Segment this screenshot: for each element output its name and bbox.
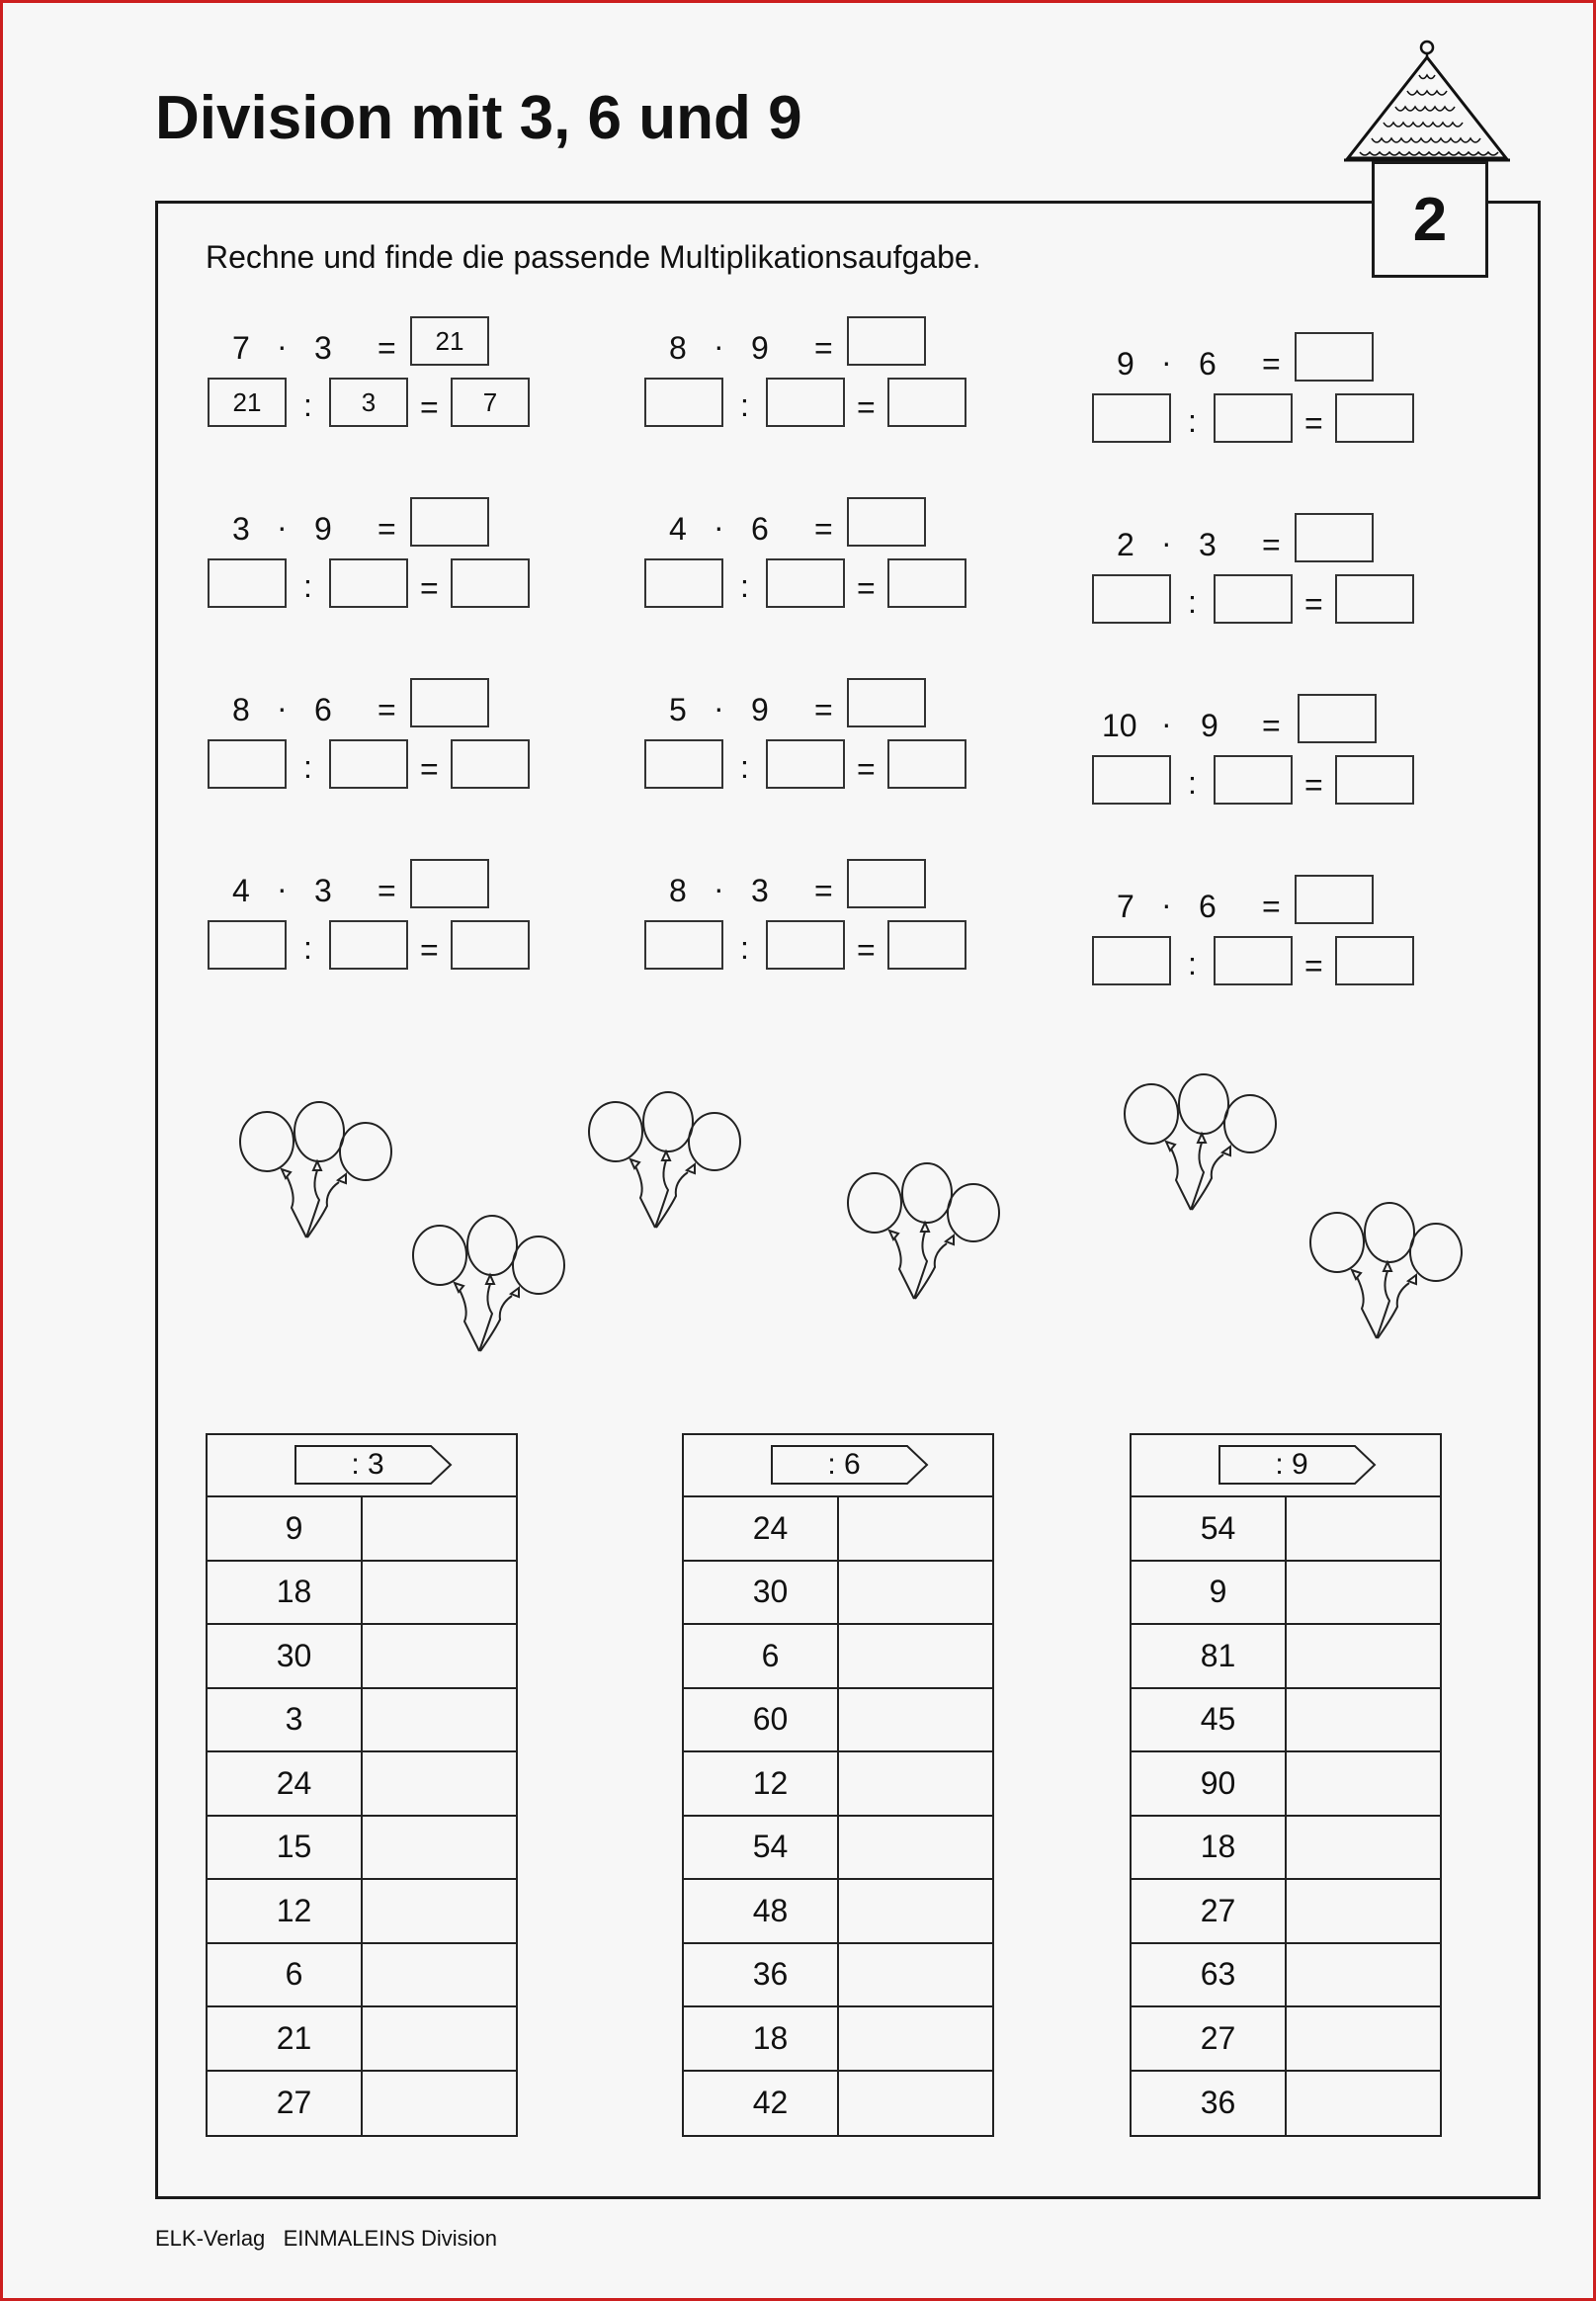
factor-b: 9 — [1201, 708, 1218, 743]
divide-sign: : — [303, 568, 312, 604]
answer-cell[interactable] — [363, 1689, 516, 1751]
times-sign: · — [1161, 706, 1172, 741]
answer-cell[interactable] — [1287, 1562, 1440, 1624]
answer-cell[interactable] — [363, 1944, 516, 2006]
operator-label: : 3 — [351, 1448, 384, 1481]
table-row — [208, 1562, 516, 1626]
factor-a: 5 — [669, 692, 687, 727]
divisor-box[interactable] — [766, 378, 845, 427]
table-row — [684, 1562, 992, 1626]
factor-b: 6 — [1199, 889, 1217, 924]
factor-a: 7 — [232, 330, 250, 366]
divisor-box[interactable] — [766, 920, 845, 970]
table-row — [684, 1817, 992, 1881]
table-row — [684, 1880, 992, 1944]
dividend-cell: 54 — [1132, 1497, 1287, 1560]
dividend-cell: 30 — [208, 1625, 363, 1687]
table-row — [208, 2007, 516, 2072]
product-box[interactable] — [1295, 513, 1374, 562]
dividend-cell: 81 — [1132, 1625, 1287, 1687]
table-row — [1132, 1817, 1440, 1881]
factor-b: 9 — [751, 692, 769, 727]
dividend-cell: 15 — [208, 1817, 363, 1879]
multiplication-task — [1092, 332, 1428, 451]
dividend-box[interactable] — [208, 558, 287, 608]
divisor-box[interactable] — [1214, 574, 1293, 624]
dividend-box[interactable] — [1092, 393, 1171, 443]
equals-sign: = — [1304, 948, 1323, 983]
dividend-cell: 9 — [208, 1497, 363, 1560]
answer-cell[interactable] — [363, 2007, 516, 2070]
answer-cell[interactable] — [1287, 1880, 1440, 1942]
equals-sign: = — [814, 330, 833, 366]
answer-cell[interactable] — [839, 1817, 992, 1879]
equals-sign: = — [1304, 767, 1323, 803]
dividend-cell: 30 — [684, 1562, 839, 1624]
answer-cell[interactable] — [363, 1752, 516, 1815]
answer-cell[interactable] — [363, 1562, 516, 1624]
dividend-cell: 60 — [684, 1689, 839, 1751]
balloon-bunch-icon — [1302, 1198, 1480, 1346]
table-row — [208, 1880, 516, 1944]
page-title: Division mit 3, 6 und 9 — [155, 84, 802, 152]
answer-cell[interactable] — [839, 1497, 992, 1560]
multiplication-task — [644, 859, 980, 978]
factor-b: 3 — [1199, 527, 1217, 562]
table-row — [1132, 1562, 1440, 1626]
equals-sign: = — [814, 873, 833, 908]
dividend-cell: 6 — [684, 1625, 839, 1687]
factor-b: 6 — [314, 692, 332, 727]
divisor-box[interactable] — [329, 920, 408, 970]
divisor-box[interactable] — [329, 558, 408, 608]
quotient-box[interactable] — [887, 920, 966, 970]
dividend-cell: 12 — [208, 1880, 363, 1942]
equals-sign: = — [814, 511, 833, 547]
answer-cell[interactable] — [1287, 1944, 1440, 2006]
table-row — [208, 1625, 516, 1689]
table-row — [684, 1625, 992, 1689]
equals-sign: = — [1304, 405, 1323, 441]
divisor-box[interactable] — [1214, 936, 1293, 985]
equals-sign: = — [420, 932, 439, 968]
division-table — [1130, 1433, 1442, 2137]
dividend-box[interactable]: 21 — [208, 378, 287, 427]
times-sign: · — [277, 509, 288, 545]
dividend-cell: 27 — [208, 2072, 363, 2136]
times-sign: · — [277, 690, 288, 725]
multiplication-task — [1092, 875, 1428, 993]
times-sign: · — [277, 871, 288, 906]
factor-a: 9 — [1117, 346, 1134, 382]
divide-sign: : — [303, 387, 312, 423]
table-row — [1132, 1497, 1440, 1562]
answer-cell[interactable] — [363, 1817, 516, 1879]
balloon-bunch-icon — [1117, 1069, 1295, 1218]
times-sign: · — [1161, 525, 1172, 560]
dividend-cell: 21 — [208, 2007, 363, 2070]
product-box[interactable] — [1295, 875, 1374, 924]
answer-cell[interactable] — [839, 1880, 992, 1942]
factor-a: 7 — [1117, 889, 1134, 924]
divide-sign: : — [1188, 584, 1197, 620]
dividend-box[interactable] — [1092, 574, 1171, 624]
divide-sign: : — [303, 749, 312, 785]
balloon-bunch-icon — [405, 1211, 583, 1359]
product-box[interactable] — [847, 316, 926, 366]
answer-cell[interactable] — [363, 2072, 516, 2136]
answer-cell[interactable] — [1287, 1817, 1440, 1879]
factor-b: 6 — [1199, 346, 1217, 382]
dividend-cell: 9 — [1132, 1562, 1287, 1624]
table-header — [684, 1435, 992, 1497]
quotient-box[interactable] — [1335, 755, 1414, 805]
answer-cell[interactable] — [1287, 2007, 1440, 2070]
dividend-cell: 18 — [684, 2007, 839, 2070]
answer-cell[interactable] — [1287, 1752, 1440, 1815]
answer-cell[interactable] — [1287, 1625, 1440, 1687]
table-row — [684, 1944, 992, 2008]
times-sign: · — [277, 328, 288, 364]
quotient-box[interactable] — [451, 739, 530, 789]
divide-sign: : — [1188, 946, 1197, 981]
table-row — [1132, 2072, 1440, 2136]
equals-sign: = — [857, 751, 876, 787]
times-sign: · — [714, 509, 724, 545]
table-row — [684, 1689, 992, 1753]
table-row — [208, 1752, 516, 1817]
table-row — [208, 1689, 516, 1753]
multiplication-task — [1092, 513, 1428, 632]
dividend-cell: 36 — [684, 1944, 839, 2006]
balloon-bunch-icon — [840, 1158, 1018, 1307]
factor-a: 4 — [669, 511, 687, 547]
divide-sign: : — [1188, 403, 1197, 439]
multiplication-task — [208, 859, 544, 978]
quotient-box[interactable] — [451, 558, 530, 608]
table-row — [1132, 1944, 1440, 2008]
factor-a: 8 — [232, 692, 250, 727]
divide-sign: : — [303, 930, 312, 966]
product-box[interactable] — [410, 859, 489, 908]
quotient-box[interactable] — [1335, 936, 1414, 985]
multiplication-task — [208, 678, 544, 797]
product-box[interactable] — [847, 678, 926, 727]
dividend-box[interactable] — [644, 558, 723, 608]
divisor-box[interactable] — [766, 739, 845, 789]
quotient-box[interactable] — [887, 739, 966, 789]
divisor-box[interactable] — [1214, 755, 1293, 805]
dividend-cell: 12 — [684, 1752, 839, 1815]
table-row — [684, 1497, 992, 1562]
equals-sign: = — [857, 389, 876, 425]
factor-a: 8 — [669, 330, 687, 366]
dividend-cell: 42 — [684, 2072, 839, 2136]
operator-label: : 6 — [827, 1448, 861, 1481]
factor-a: 8 — [669, 873, 687, 908]
equals-sign: = — [1262, 708, 1281, 743]
page-number-box: 2 — [1372, 161, 1488, 278]
footer-credit: ELK-Verlag EINMALEINS Division — [155, 2226, 498, 2251]
balloon-bunch-icon — [581, 1087, 759, 1236]
dividend-cell: 63 — [1132, 1944, 1287, 2006]
answer-cell[interactable] — [839, 1625, 992, 1687]
dividend-box[interactable] — [644, 920, 723, 970]
equals-sign: = — [1262, 889, 1281, 924]
equals-sign: = — [378, 873, 396, 908]
table-row — [208, 1817, 516, 1881]
product-box[interactable] — [410, 678, 489, 727]
equals-sign: = — [420, 751, 439, 787]
dividend-box[interactable] — [208, 920, 287, 970]
dividend-cell: 24 — [684, 1497, 839, 1560]
equals-sign: = — [1262, 346, 1281, 382]
equals-sign: = — [857, 932, 876, 968]
divisor-box[interactable]: 3 — [329, 378, 408, 427]
times-sign: · — [1161, 887, 1172, 922]
dividend-box[interactable] — [208, 739, 287, 789]
dividend-box[interactable] — [1092, 936, 1171, 985]
dividend-cell: 18 — [1132, 1817, 1287, 1879]
times-sign: · — [714, 328, 724, 364]
divisor-box[interactable] — [1214, 393, 1293, 443]
answer-cell[interactable] — [1287, 1497, 1440, 1560]
table-row — [684, 2007, 992, 2072]
product-box[interactable] — [847, 859, 926, 908]
dividend-cell: 18 — [208, 1562, 363, 1624]
table-row — [1132, 1689, 1440, 1753]
quotient-box[interactable] — [1335, 574, 1414, 624]
product-box[interactable] — [410, 497, 489, 547]
quotient-box[interactable] — [887, 558, 966, 608]
divisor-box[interactable] — [329, 739, 408, 789]
dividend-cell: 24 — [208, 1752, 363, 1815]
operator-label: : 9 — [1275, 1448, 1308, 1481]
equals-sign: = — [1262, 527, 1281, 562]
equals-sign: = — [420, 570, 439, 606]
table-row — [684, 2072, 992, 2136]
answer-cell[interactable] — [363, 1625, 516, 1687]
table-row — [1132, 2007, 1440, 2072]
divide-sign: : — [740, 930, 749, 966]
quotient-box[interactable] — [1335, 393, 1414, 443]
answer-cell[interactable] — [839, 1562, 992, 1624]
table-header — [208, 1435, 516, 1497]
dividend-cell: 36 — [1132, 2072, 1287, 2136]
division-table — [682, 1433, 994, 2137]
dividend-cell: 27 — [1132, 2007, 1287, 2070]
factor-a: 2 — [1117, 527, 1134, 562]
equals-sign: = — [378, 511, 396, 547]
factor-b: 3 — [314, 330, 332, 366]
dividend-box[interactable] — [644, 739, 723, 789]
answer-cell[interactable] — [1287, 1689, 1440, 1751]
table-row — [684, 1752, 992, 1817]
dividend-box[interactable] — [644, 378, 723, 427]
table-row — [1132, 1880, 1440, 1944]
dividend-cell: 6 — [208, 1944, 363, 2006]
equals-sign: = — [1304, 586, 1323, 622]
dividend-cell: 90 — [1132, 1752, 1287, 1815]
factor-b: 9 — [751, 330, 769, 366]
dividend-cell: 27 — [1132, 1880, 1287, 1942]
equals-sign: = — [378, 692, 396, 727]
table-row — [208, 1944, 516, 2008]
quotient-box[interactable]: 7 — [451, 378, 530, 427]
dividend-cell: 3 — [208, 1689, 363, 1751]
table-row — [1132, 1752, 1440, 1817]
factor-b: 9 — [314, 511, 332, 547]
times-sign: · — [714, 871, 724, 906]
answer-cell[interactable] — [363, 1880, 516, 1942]
multiplication-task — [1092, 694, 1428, 812]
division-table — [206, 1433, 518, 2137]
divide-sign: : — [740, 749, 749, 785]
equals-sign: = — [420, 389, 439, 425]
table-row — [208, 1497, 516, 1562]
multiplication-task — [208, 497, 544, 616]
product-box[interactable] — [1298, 694, 1377, 743]
multiplication-task — [644, 678, 980, 797]
dividend-cell: 45 — [1132, 1689, 1287, 1751]
factor-a: 4 — [232, 873, 250, 908]
quotient-box[interactable] — [451, 920, 530, 970]
divide-sign: : — [740, 568, 749, 604]
equals-sign: = — [857, 570, 876, 606]
product-box[interactable] — [847, 497, 926, 547]
quotient-box[interactable] — [887, 378, 966, 427]
multiplication-task — [208, 316, 544, 435]
table-header — [1132, 1435, 1440, 1497]
factor-b: 6 — [751, 511, 769, 547]
product-box[interactable] — [1295, 332, 1374, 382]
answer-cell[interactable] — [839, 1752, 992, 1815]
divide-sign: : — [740, 387, 749, 423]
factor-b: 3 — [751, 873, 769, 908]
table-row — [1132, 1625, 1440, 1689]
factor-a: 10 — [1102, 708, 1137, 743]
balloon-bunch-icon — [232, 1097, 410, 1245]
equals-sign: = — [814, 692, 833, 727]
answer-cell[interactable] — [839, 1689, 992, 1751]
answer-cell[interactable] — [839, 2072, 992, 2136]
instruction-text: Rechne und finde die passende Multiplikationsaufgabe. — [206, 239, 981, 275]
times-sign: · — [714, 690, 724, 725]
dividend-box[interactable] — [1092, 755, 1171, 805]
answer-cell[interactable] — [839, 2007, 992, 2070]
dividend-cell: 54 — [684, 1817, 839, 1879]
dividend-cell: 48 — [684, 1880, 839, 1942]
answer-cell[interactable] — [1287, 2072, 1440, 2136]
answer-cell[interactable] — [363, 1497, 516, 1560]
equals-sign: = — [378, 330, 396, 366]
table-row — [208, 2072, 516, 2136]
answer-cell[interactable] — [839, 1944, 992, 2006]
divide-sign: : — [1188, 765, 1197, 801]
product-box[interactable]: 21 — [410, 316, 489, 366]
multiplication-task — [644, 316, 980, 435]
multiplication-task — [644, 497, 980, 616]
times-sign: · — [1161, 344, 1172, 380]
factor-b: 3 — [314, 873, 332, 908]
factor-a: 3 — [232, 511, 250, 547]
divisor-box[interactable] — [766, 558, 845, 608]
